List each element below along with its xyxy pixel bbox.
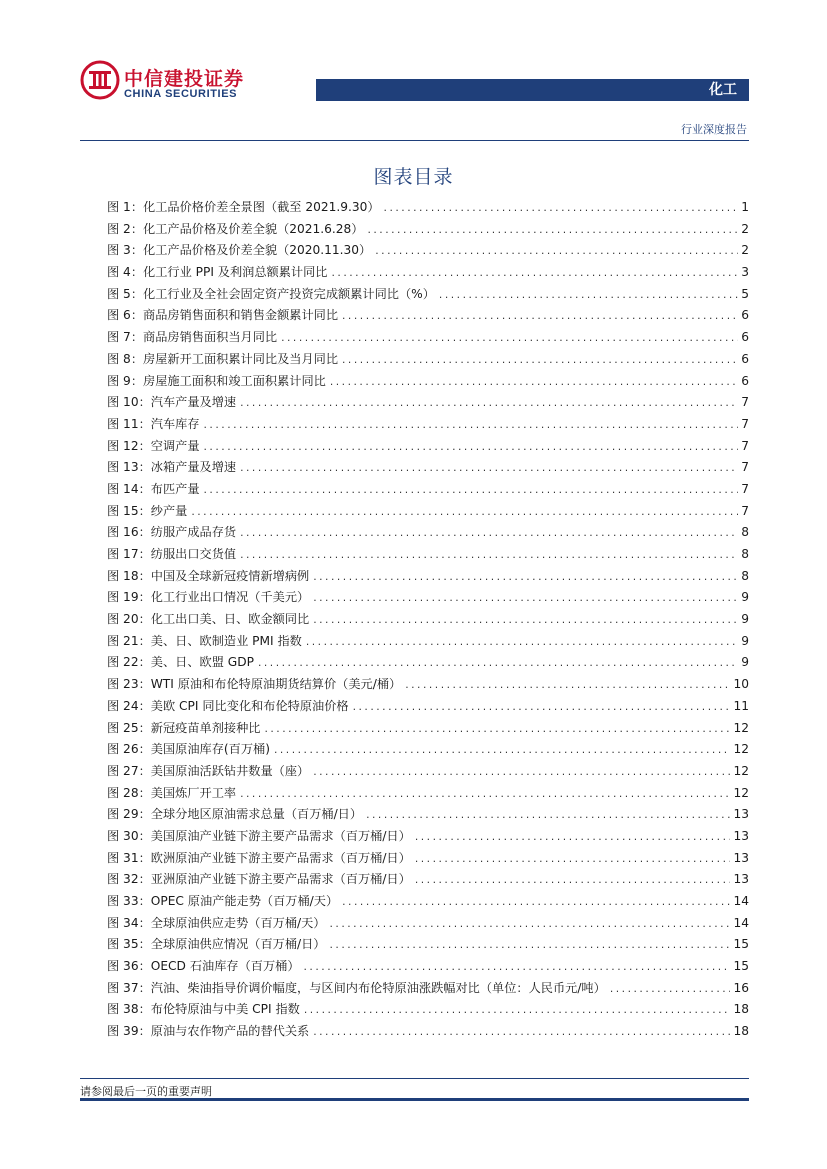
- toc-entry-page: 5: [741, 286, 749, 301]
- toc-entry[interactable]: [107, 566, 749, 588]
- toc-entry[interactable]: [107, 544, 749, 566]
- toc-leader-dots: [352, 698, 731, 720]
- toc-entry-label: 图 3：化工产品价格及价差全貌（2020.11.30）: [107, 243, 372, 258]
- toc-leader-dots: [203, 438, 739, 460]
- toc-entry-label: 图 20：化工出口美、日、欧金额同比: [107, 612, 310, 627]
- toc-entry[interactable]: [107, 978, 749, 1000]
- toc-entry-label: 图 34：全球原油供应走势（百万桶/天）: [107, 915, 326, 930]
- toc-entry-page: 12: [733, 763, 749, 778]
- logo-english-name: CHINA SECURITIES: [124, 88, 238, 100]
- toc-entry-page: 7: [741, 416, 749, 431]
- toc-entry-page: 18: [733, 1002, 749, 1017]
- toc-entry[interactable]: [107, 327, 749, 349]
- toc-entry[interactable]: [107, 240, 749, 262]
- toc-entry-page: 13: [733, 828, 749, 843]
- toc-entry-page: 7: [741, 460, 749, 475]
- toc-leader-dots: [414, 828, 731, 850]
- toc-entry-page: 6: [741, 351, 749, 366]
- toc-entry[interactable]: [107, 934, 749, 956]
- toc-entry-page: 9: [741, 655, 749, 670]
- toc-entry-page: 14: [733, 894, 749, 908]
- toc-leader-dots: [312, 589, 738, 611]
- toc-leader-dots: [414, 871, 731, 893]
- logo-chinese-name: 中信建投证券: [124, 68, 245, 90]
- toc-entry[interactable]: [107, 718, 749, 740]
- toc-entry-page: 12: [733, 742, 749, 757]
- toc-entry-page: 13: [733, 807, 749, 822]
- toc-entry-page: 9: [741, 633, 749, 648]
- toc-entry-label: 图 7：商品房销售面积当月同比: [107, 330, 278, 345]
- toc-leader-dots: [312, 568, 738, 590]
- toc-entry-label: 图 13：冰箱产量及增速: [107, 460, 237, 475]
- header-sector-bar: [316, 79, 749, 101]
- toc-entry-label: 图 39：原油与农作物产品的替代关系: [107, 1024, 310, 1039]
- toc-entry[interactable]: [107, 501, 749, 523]
- toc-entry-page: 7: [741, 481, 749, 496]
- toc-entry-page: 16: [733, 980, 749, 995]
- toc-leader-dots: [273, 741, 731, 763]
- toc-entry-page: 12: [733, 720, 749, 735]
- toc-entry[interactable]: [107, 587, 749, 609]
- toc-entry[interactable]: [107, 349, 749, 371]
- toc-entry-label: 图 36：OECD 石油库存（百万桶）: [107, 959, 300, 974]
- toc-entry[interactable]: [107, 197, 749, 219]
- toc-entry-label: 图 37：汽油、柴油指导价调价幅度，与区间内布伦特原油涨跌幅对比（单位：人民币元/吨）: [107, 980, 606, 995]
- toc-leader-dots: [312, 611, 738, 633]
- toc-entry-label: 图 31：欧洲原油产业链下游主要产品需求（百万桶/日）: [107, 850, 411, 865]
- toc-leader-dots: [239, 524, 738, 546]
- toc-entry[interactable]: [107, 848, 749, 870]
- toc-leader-dots: [312, 1023, 730, 1045]
- toc-entry[interactable]: [107, 804, 749, 826]
- toc-leader-dots: [303, 1001, 731, 1023]
- toc-entry[interactable]: [107, 305, 749, 327]
- toc-leader-dots: [190, 503, 738, 525]
- header-divider: [80, 140, 749, 141]
- footer-bar: [80, 1098, 749, 1101]
- toc-entry-page: 7: [741, 395, 749, 410]
- toc-leader-dots: [280, 329, 738, 351]
- toc-entry-page: 6: [741, 308, 749, 323]
- toc-entry[interactable]: [107, 479, 749, 501]
- toc-entry[interactable]: [107, 761, 749, 783]
- toc-leader-dots: [365, 806, 730, 828]
- toc-leader-dots: [341, 307, 738, 329]
- toc-entry[interactable]: [107, 414, 749, 436]
- toc-entry-page: 2: [741, 221, 749, 236]
- toc-entry-label: 图 29：全球分地区原油需求总量（百万桶/日）: [107, 807, 363, 822]
- toc-entry-label: 图 38：布伦特原油与中美 CPI 指数: [107, 1002, 300, 1017]
- toc-leader-dots: [263, 720, 730, 742]
- toc-entry-page: 1: [741, 200, 749, 214]
- toc-leader-dots: [239, 785, 730, 807]
- toc-leader-dots: [203, 416, 739, 438]
- toc-entry-label: 图 2：化工产品价格及价差全貌（2021.6.28）: [107, 221, 364, 236]
- toc-entry-page: 14: [733, 915, 749, 930]
- toc-entry-label: 图 4：化工行业 PPI 及利润总额累计同比: [107, 265, 328, 280]
- toc-leader-dots: [414, 850, 731, 872]
- toc-entry-page: 6: [741, 373, 749, 388]
- sector-label: 化工: [709, 82, 737, 98]
- toc-leader-dots: [329, 936, 731, 958]
- toc-entry[interactable]: [107, 696, 749, 718]
- toc-entry-label: 图 33：OPEC 原油产能走势（百万桶/天）: [107, 894, 339, 908]
- toc-entry-page: 2: [741, 243, 749, 258]
- toc-leader-dots: [329, 915, 731, 937]
- report-type-label: 行业深度报告: [681, 123, 747, 136]
- toc-entry[interactable]: [107, 674, 749, 696]
- toc-entry-page: 18: [733, 1024, 749, 1039]
- toc-leader-dots: [438, 286, 738, 308]
- toc-entry[interactable]: [107, 371, 749, 393]
- toc-entry-page: 8: [741, 525, 749, 540]
- toc-entry-label: 图 1：化工品价格价差全景图（截至 2021.9.30）: [107, 200, 380, 214]
- toc-entry-page: 15: [733, 959, 749, 974]
- toc-entry-label: 图 6：商品房销售面积和销售金额累计同比: [107, 308, 339, 323]
- toc-entry-label: 图 19：化工行业出口情况（千美元）: [107, 590, 310, 605]
- toc-leader-dots: [329, 373, 738, 395]
- toc-entry-label: 图 24：美欧 CPI 同比变化和布伦特原油价格: [107, 698, 349, 713]
- toc-leader-dots: [609, 980, 731, 1002]
- toc-leader-dots: [374, 242, 738, 264]
- footer-disclaimer: 请参阅最后一页的重要声明: [80, 1085, 212, 1098]
- toc-entry-label: 图 27：美国原油活跃钻井数量（座）: [107, 763, 310, 778]
- toc-entry-label: 图 32：亚洲原油产业链下游主要产品需求（百万桶/日）: [107, 872, 411, 887]
- toc-entry[interactable]: [107, 826, 749, 848]
- toc-entry-page: 7: [741, 438, 749, 453]
- toc-entry-label: 图 21：美、日、欧制造业 PMI 指数: [107, 633, 302, 648]
- toc-entry-page: 7: [741, 503, 749, 518]
- toc-leader-dots: [366, 221, 738, 243]
- toc-entry[interactable]: [107, 262, 749, 284]
- toc-entry[interactable]: [107, 219, 749, 241]
- toc-entry-label: 图 10：汽车产量及增速: [107, 395, 237, 410]
- toc-entry-label: 图 17：纺服出口交货值: [107, 547, 237, 561]
- toc-entry-page: 11: [733, 698, 749, 713]
- toc-entry-page: 9: [741, 612, 749, 627]
- toc-entry-label: 图 12：空调产量: [107, 438, 200, 453]
- toc-leader-dots: [404, 676, 730, 698]
- toc-entry[interactable]: [107, 652, 749, 674]
- toc-entry[interactable]: [107, 392, 749, 414]
- toc-entry-label: 图 22：美、日、欧盟 GDP: [107, 655, 254, 670]
- toc-entry-label: 图 15：纱产量: [107, 503, 188, 518]
- toc-entry-page: 12: [733, 785, 749, 800]
- toc-leader-dots: [330, 264, 738, 286]
- toc-entry[interactable]: [107, 284, 749, 306]
- toc-leader-dots: [239, 546, 738, 568]
- toc-entry-page: 8: [741, 547, 749, 561]
- toc-entry-label: 图 23：WTI 原油和布伦特原油期货结算价（美元/桶）: [107, 677, 402, 692]
- toc-leader-dots: [341, 893, 730, 915]
- toc-entry[interactable]: [107, 631, 749, 653]
- table-of-figures: [107, 197, 749, 1043]
- toc-leader-dots: [203, 481, 739, 503]
- toc-entry-label: 图 25：新冠疫苗单剂接种比: [107, 720, 261, 735]
- toc-entry[interactable]: [107, 869, 749, 891]
- toc-entry[interactable]: [107, 522, 749, 544]
- toc-entry[interactable]: [107, 783, 749, 805]
- toc-entry-label: 图 26：美国原油库存(百万桶): [107, 742, 270, 757]
- toc-entry[interactable]: [107, 956, 749, 978]
- toc-leader-dots: [239, 459, 738, 481]
- toc-entry[interactable]: [107, 609, 749, 631]
- toc-entry-page: 15: [733, 937, 749, 952]
- toc-entry-page: 13: [733, 850, 749, 865]
- toc-entry-page: 9: [741, 590, 749, 605]
- toc-leader-dots: [383, 199, 739, 221]
- toc-entry-label: 图 16：纺服产成品存货: [107, 525, 237, 540]
- toc-entry-label: 图 28：美国炼厂开工率: [107, 785, 237, 800]
- toc-entry[interactable]: [107, 739, 749, 761]
- toc-entry[interactable]: [107, 1021, 749, 1043]
- toc-entry-label: 图 14：布匹产量: [107, 481, 200, 496]
- company-logo: [80, 60, 280, 104]
- toc-title: 图表目录: [373, 166, 454, 188]
- toc-entry-page: 10: [733, 677, 749, 692]
- toc-entry-label: 图 8：房屋新开工面积累计同比及当月同比: [107, 351, 339, 366]
- toc-leader-dots: [303, 958, 731, 980]
- toc-leader-dots: [239, 394, 738, 416]
- toc-entry-page: 3: [741, 265, 749, 280]
- toc-entry-label: 图 5：化工行业及全社会固定资产投资完成额累计同比（%）: [107, 286, 435, 301]
- footer-divider: [80, 1078, 749, 1079]
- toc-entry-label: 图 30：美国原油产业链下游主要产品需求（百万桶/日）: [107, 828, 411, 843]
- toc-entry-page: 6: [741, 330, 749, 345]
- citic-emblem-icon: [80, 60, 120, 100]
- toc-entry-page: 8: [741, 568, 749, 583]
- toc-entry-label: 图 35：全球原油供应情况（百万桶/日）: [107, 937, 326, 952]
- toc-leader-dots: [257, 654, 738, 676]
- toc-entry-label: 图 18：中国及全球新冠疫情新增病例: [107, 568, 310, 583]
- toc-entry[interactable]: [107, 913, 749, 935]
- toc-entry[interactable]: [107, 436, 749, 458]
- toc-entry-label: 图 9：房屋施工面积和竣工面积累计同比: [107, 373, 326, 388]
- toc-leader-dots: [312, 763, 730, 785]
- toc-leader-dots: [341, 351, 738, 373]
- toc-entry[interactable]: [107, 999, 749, 1021]
- toc-entry-label: 图 11：汽车库存: [107, 416, 200, 431]
- toc-leader-dots: [305, 633, 738, 655]
- toc-entry-page: 13: [733, 872, 749, 887]
- toc-entry[interactable]: [107, 891, 749, 913]
- toc-entry[interactable]: [107, 457, 749, 479]
